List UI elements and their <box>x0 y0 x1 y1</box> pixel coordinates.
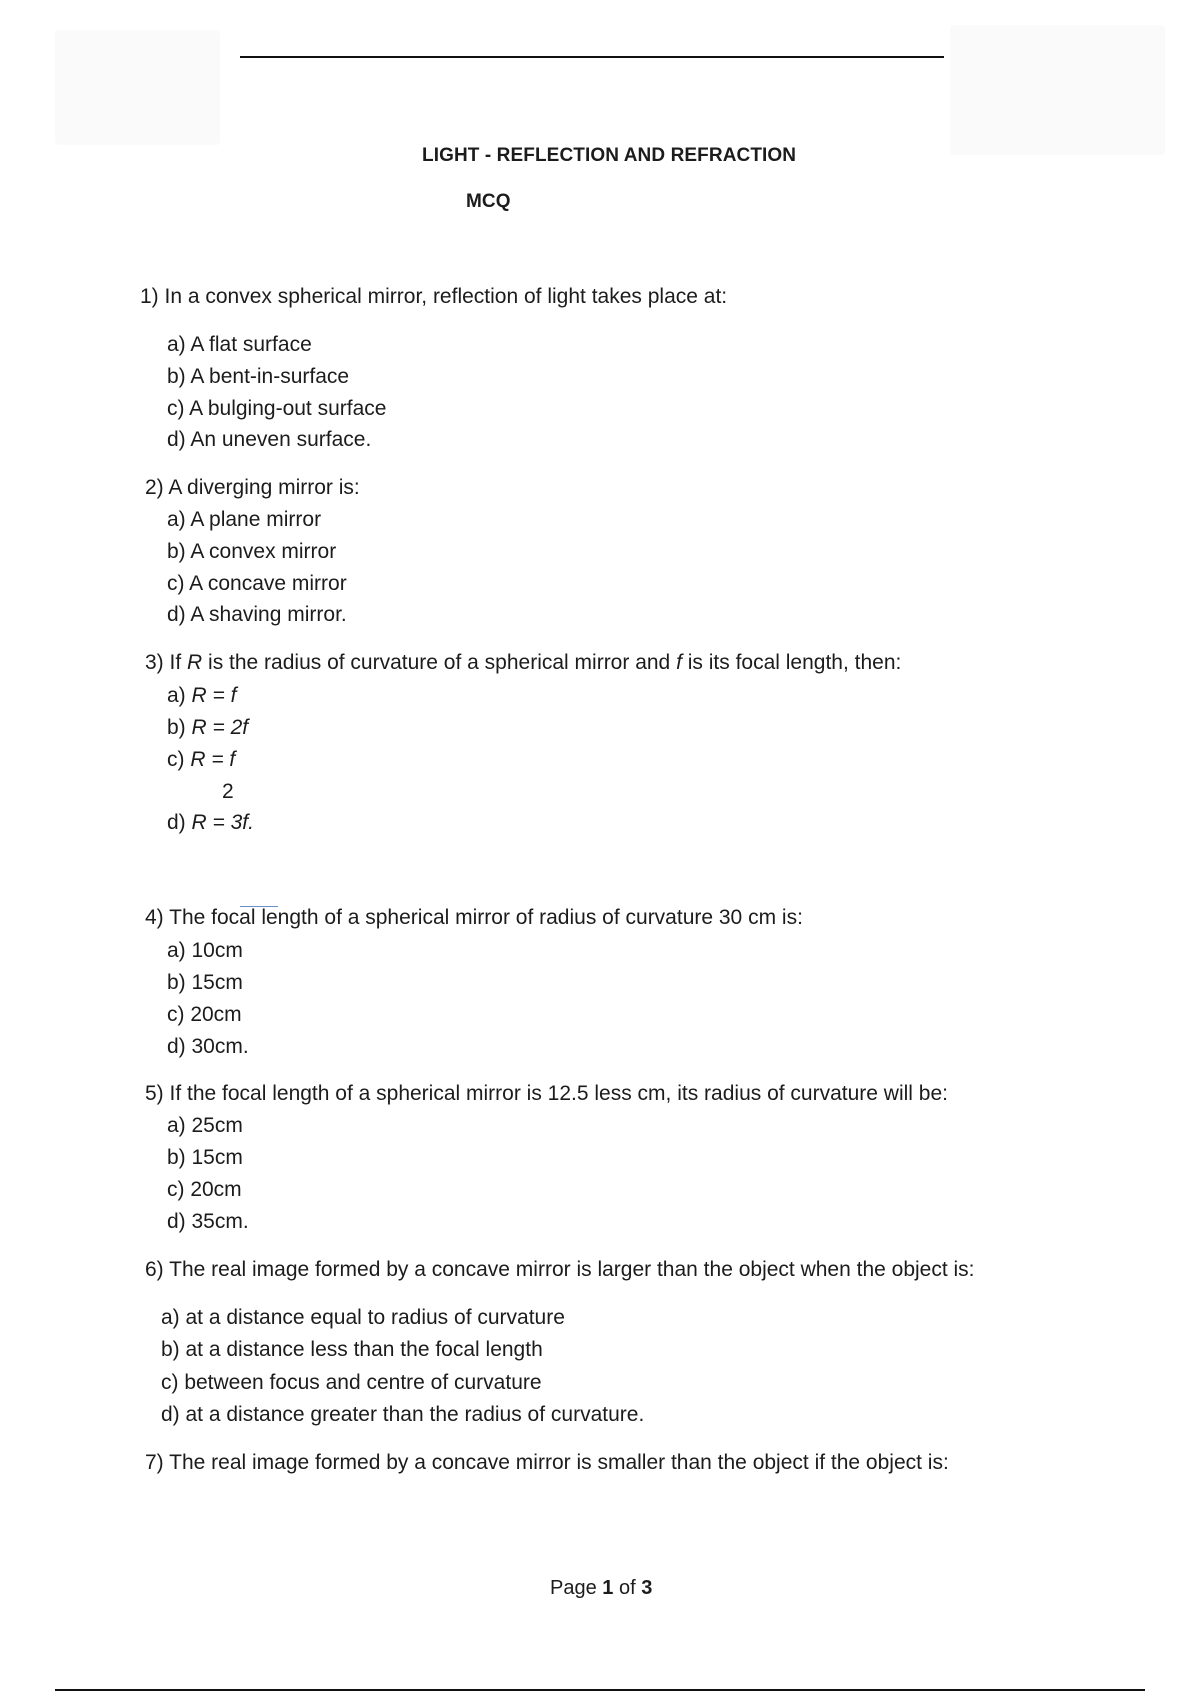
q4-option-d: d) 30cm. <box>167 1035 249 1058</box>
q2-option-c: c) A concave mirror <box>167 572 347 595</box>
q5-option-c: c) 20cm <box>167 1178 242 1201</box>
q1-option-b: b) A bent-in-surface <box>167 365 350 388</box>
q3-option-d: d) R = 3f. <box>167 811 254 834</box>
q4-option-b: b) 15cm <box>167 971 243 994</box>
q4-option-a: a) 10cm <box>167 939 243 962</box>
q3-option-b: b) R = 2f <box>167 716 249 739</box>
watermark-left <box>55 30 220 145</box>
q3-fraction-denominator: 2 <box>222 780 234 803</box>
q4-option-c: c) 20cm <box>167 1003 242 1026</box>
q6-option-d: d) at a distance greater than the radius of curvature. <box>161 1403 645 1426</box>
page-title: LIGHT - REFLECTION AND REFRACTION <box>422 145 797 166</box>
q2-option-b: b) A convex mirror <box>167 540 337 563</box>
watermark-right <box>950 25 1165 155</box>
question-2: 2) A diverging mirror is: <box>145 476 360 499</box>
q1-option-c: c) A bulging-out surface <box>167 397 387 420</box>
footer-rule <box>55 1689 1145 1691</box>
question-6: 6) The real image formed by a concave mirror is larger than the object when the object is: <box>145 1258 975 1281</box>
q1-option-d: d) An uneven surface. <box>167 428 372 451</box>
q5-option-b: b) 15cm <box>167 1146 243 1169</box>
question-3: 3) If R is the radius of curvature of a spherical mirror and f is its focal length, then: <box>145 651 902 674</box>
q5-option-a: a) 25cm <box>167 1114 243 1137</box>
question-4: 4) The focal length of a spherical mirror of radius of curvature 30 cm is: <box>145 906 803 929</box>
page-subtitle: MCQ <box>466 191 511 212</box>
question-7: 7) The real image formed by a concave mirror is smaller than the object if the object is: <box>145 1451 949 1474</box>
q6-option-b: b) at a distance less than the focal length <box>161 1338 543 1361</box>
question-5: 5) If the focal length of a spherical mirror is 12.5 less cm, its radius of curvature will be: <box>145 1082 948 1105</box>
q6-option-c: c) between focus and centre of curvature <box>161 1371 542 1394</box>
q3-option-a: a) R = f <box>167 684 237 707</box>
q3-option-c: c) R = f <box>167 748 236 771</box>
q5-option-d: d) 35cm. <box>167 1210 249 1233</box>
q6-option-a: a) at a distance equal to radius of curvature <box>161 1306 565 1329</box>
q2-option-a: a) A plane mirror <box>167 508 322 531</box>
q2-option-d: d) A shaving mirror. <box>167 603 347 626</box>
page-number: Page 1 of 3 <box>550 1577 653 1599</box>
question-1: 1) In a convex spherical mirror, reflection of light takes place at: <box>140 285 728 308</box>
header-rule <box>240 56 944 58</box>
q1-option-a: a) A flat surface <box>167 333 312 356</box>
